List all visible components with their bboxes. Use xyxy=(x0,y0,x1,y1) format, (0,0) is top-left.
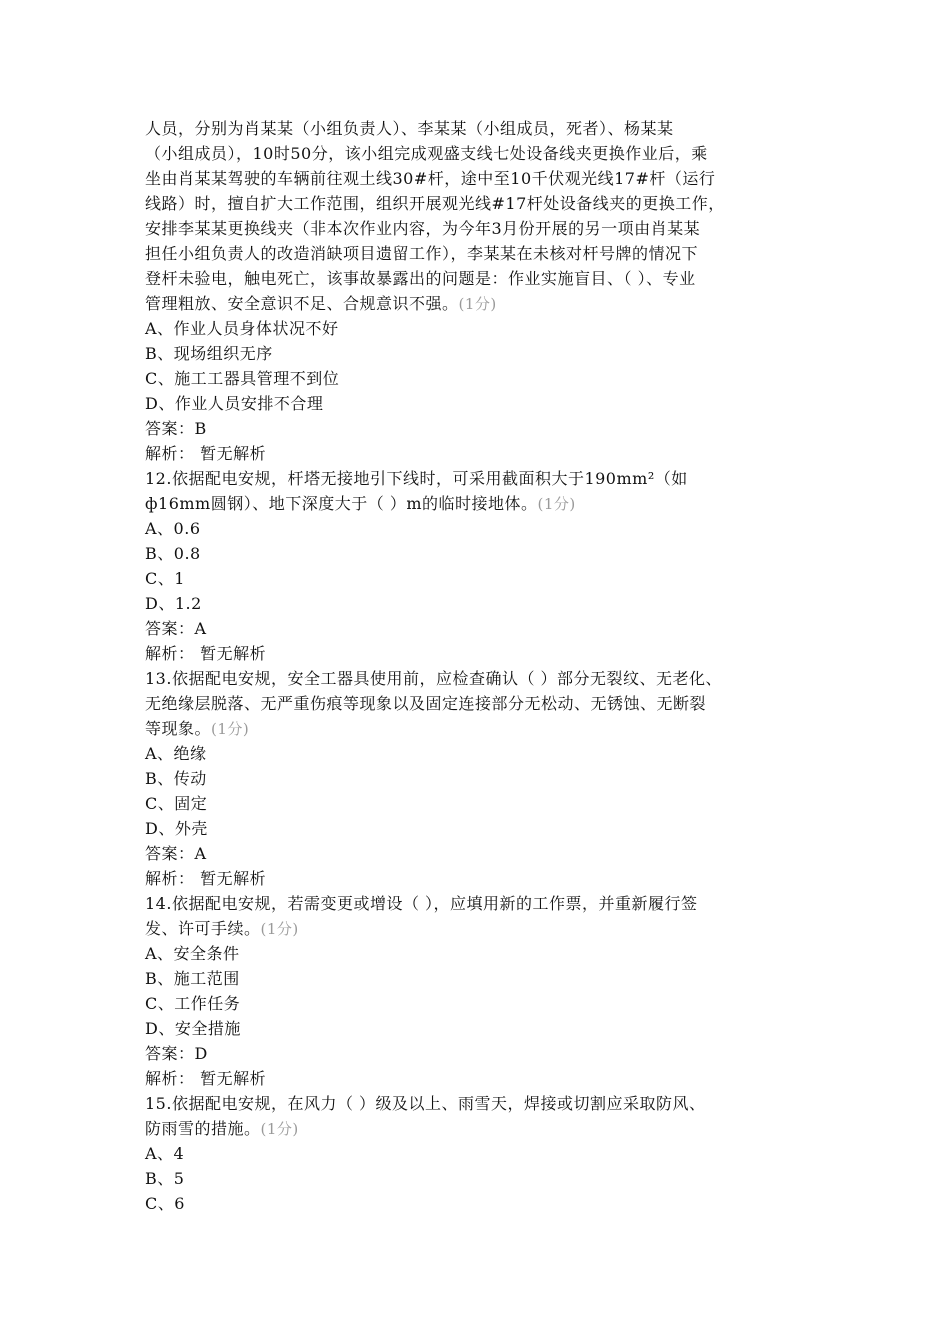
question-stem-line: 坐由肖某某驾驶的车辆前往观土线30#杆，途中至10千伏观光线17#杆（运行 xyxy=(145,169,716,188)
question-stem-line: 无绝缘层脱落、无严重伤痕等现象以及固定连接部分无松动、无锈蚀、无断裂 xyxy=(145,694,707,713)
option-a: A、安全条件 xyxy=(145,944,240,963)
question-stem-line: 15.依据配电安规，在风力（ ）级及以上、雨雪天，焊接或切割应采取防风、 xyxy=(145,1094,706,1113)
question-stem-line: 担任小组负责人的改造消缺项目遗留工作），李某某在未核对杆号牌的情况下 xyxy=(145,244,699,263)
option-c: C、6 xyxy=(145,1194,185,1213)
option-c: C、工作任务 xyxy=(145,994,241,1013)
question-stem-last-line xyxy=(145,716,810,741)
question-stem-last-line xyxy=(145,916,810,941)
question-stem-text: 防雨雪的措施。 xyxy=(145,1119,261,1138)
option-b: B、0.8 xyxy=(145,544,201,563)
question-stem-last-line xyxy=(145,291,810,316)
option-b: B、传动 xyxy=(145,769,207,788)
option-c: C、施工工器具管理不到位 xyxy=(145,369,340,388)
analysis-line: 解析： 暂无解析 xyxy=(145,1069,267,1088)
answer-line: 答案：B xyxy=(145,419,207,438)
option-a: A、作业人员身体状况不好 xyxy=(145,319,339,338)
question-stem-text: 等现象。 xyxy=(145,719,212,738)
question-stem-line: （小组成员），10时50分，该小组完成观盛支线七处设备线夹更换作业后，乘 xyxy=(145,144,708,163)
question-12 xyxy=(145,466,810,666)
option-d: D、1.2 xyxy=(145,594,202,613)
question-stem-line: 14.依据配电安规，若需变更或增设（ ），应填用新的工作票，并重新履行签 xyxy=(145,894,698,913)
analysis-line: 解析： 暂无解析 xyxy=(145,644,267,663)
answer-line: 答案：D xyxy=(145,1044,208,1063)
option-b: B、现场组织无序 xyxy=(145,344,273,363)
option-b: B、5 xyxy=(145,1169,185,1188)
question-stem-line: 安排李某某更换线夹（非本次作业内容，为今年3月份开展的另一项由肖某某 xyxy=(145,219,701,238)
question-14 xyxy=(145,891,810,1091)
option-d: D、作业人员安排不合理 xyxy=(145,394,324,413)
option-d: D、安全措施 xyxy=(145,1019,241,1038)
question-list xyxy=(145,116,810,1216)
question-score: (1分) xyxy=(260,1120,299,1138)
question-stem-text: 发、许可手续。 xyxy=(145,919,261,938)
question-stem-line: 12.依据配电安规，杆塔无接地引下线时，可采用截面积大于190mm²（如 xyxy=(145,469,688,488)
option-a: A、0.6 xyxy=(145,519,201,538)
question-stem-line: 人员，分别为肖某某（小组负责人）、李某某（小组成员，死者）、杨某某 xyxy=(145,119,674,138)
question-11-continued xyxy=(145,116,810,466)
question-stem-last-line xyxy=(145,491,810,516)
question-stem-last-line xyxy=(145,1116,810,1141)
question-13 xyxy=(145,666,810,891)
question-score: (1分) xyxy=(211,720,250,738)
option-c: C、1 xyxy=(145,569,185,588)
question-score: (1分) xyxy=(458,295,497,313)
option-a: A、绝缘 xyxy=(145,744,207,763)
question-score: (1分) xyxy=(260,920,299,938)
answer-line: 答案：A xyxy=(145,844,207,863)
option-a: A、4 xyxy=(145,1144,185,1163)
analysis-line: 解析： 暂无解析 xyxy=(145,869,267,888)
question-stem-text: 管理粗放、安全意识不足、合规意识不强。 xyxy=(145,294,459,313)
question-score: (1分) xyxy=(537,495,576,513)
question-stem-line: 线路）时，擅自扩大工作范围，组织开展观光线#17杆处设备线夹的更换工作， xyxy=(145,194,725,213)
question-stem-line: 登杆未验电，触电死亡，该事故暴露出的问题是：作业实施盲目、（ ）、专业 xyxy=(145,269,696,288)
option-b: B、施工范围 xyxy=(145,969,240,988)
option-d: D、外壳 xyxy=(145,819,208,838)
option-c: C、固定 xyxy=(145,794,208,813)
question-15 xyxy=(145,1091,810,1216)
analysis-line: 解析： 暂无解析 xyxy=(145,444,267,463)
question-stem-line: 13.依据配电安规，安全工器具使用前，应检查确认（ ）部分无裂纹、无老化、 xyxy=(145,669,723,688)
answer-line: 答案：A xyxy=(145,619,207,638)
question-stem-text: ф16mm圆钢）、地下深度大于（ ）m的临时接地体。 xyxy=(145,494,538,513)
